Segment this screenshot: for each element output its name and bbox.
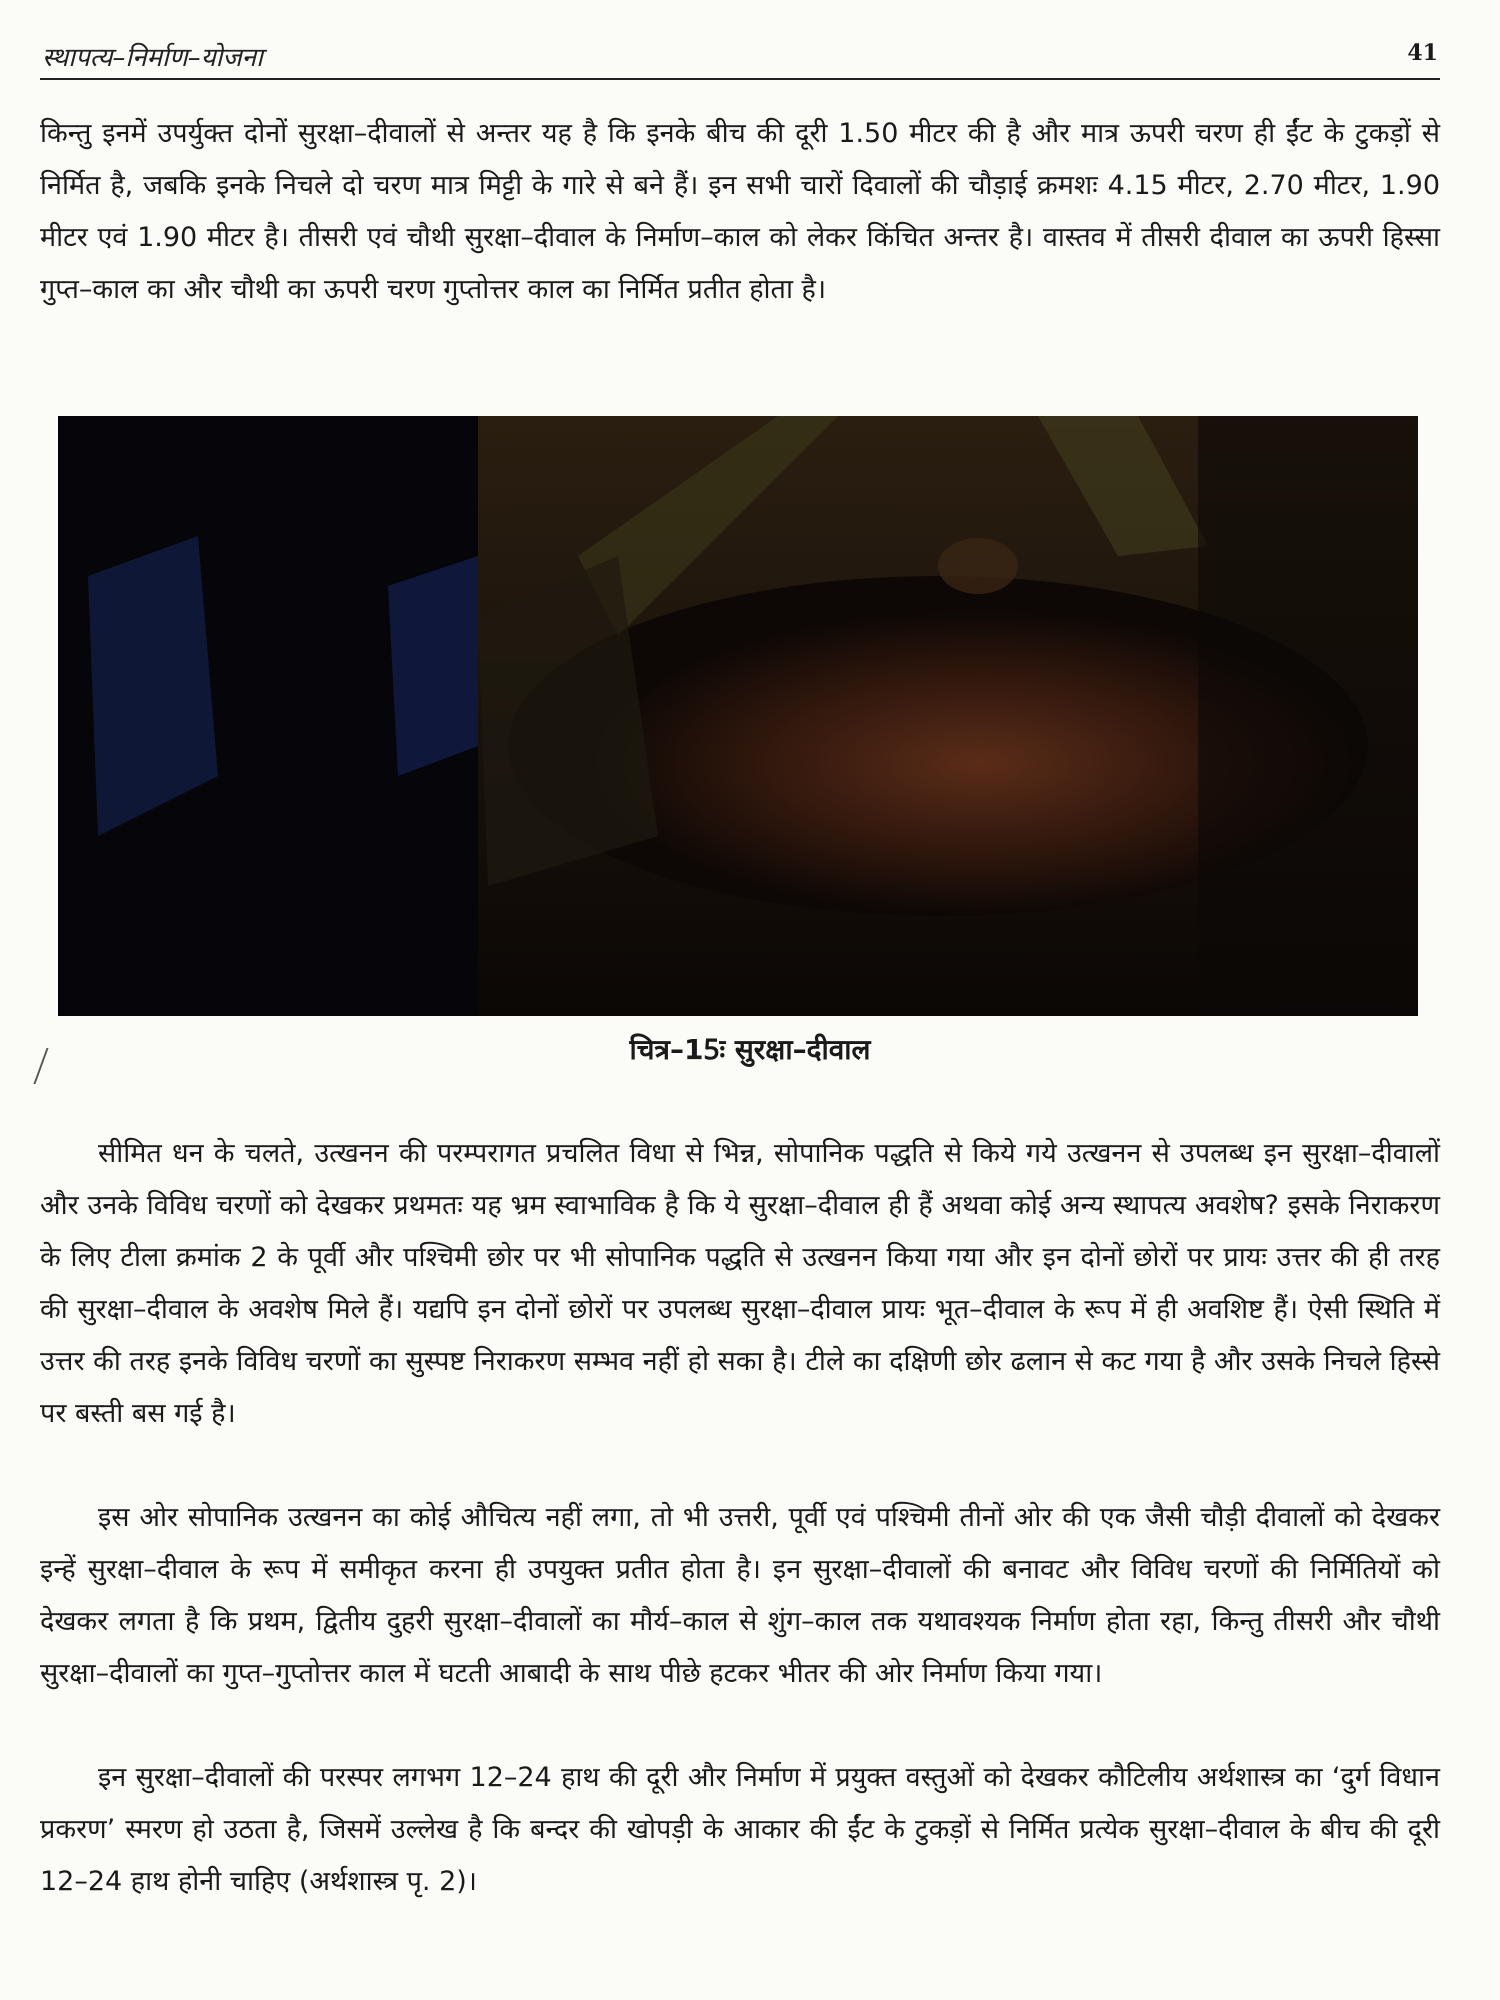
running-title: स्थापत्य–निर्माण–योजना xyxy=(42,43,263,73)
page-number: 41 xyxy=(1407,40,1438,66)
photo-graphic xyxy=(58,416,1418,1016)
paragraph-4: इन सुरक्षा–दीवालों की परस्पर लगभग 12–24 हाथ की दूरी और निर्माण में प्रयुक्त वस्तुओं को देखकर कौटिलीय अर्थशास्त्र का ‘दुर्ग विधान प्रकरण’ स्मरण हो उठता है, जिसमें उल्लेख है कि बन्दर की खोपड़ी के आकार की ईंट के टुकड़ों से निर्मित प्रत्येक सुरक्षा–दीवाल के बीच की दूरी 12–24 हाथ होनी चाहिए (अर्थशास्त्र पृ. 2)। xyxy=(40,1762,1440,1897)
paragraph-1: किन्तु इनमें उपर्युक्त दोनों सुरक्षा–दीवालों से अन्तर यह है कि इनके बीच की दूरी 1.50 मीटर की है और मात्र ऊपरी चरण ही ईंट के टुकड़ों से निर्मित है, जबकि इनके निचले दो चरण मात्र मिट्टी के गारे से बने हैं। इन सभी चारों दिवालों की चौड़ाई क्रमशः 4.15 मीटर, 2.70 मीटर, 1.90 मीटर एवं 1.90 मीटर है। तीसरी एवं चौथी सुरक्षा–दीवाल के निर्माण–काल को लेकर किंचित अन्तर है। वास्तव में तीसरी दीवाल का ऊपरी हिस्सा गुप्त–काल का और चौथी का ऊपरी चरण गुप्तोत्तर काल का निर्मित प्रतीत होता है। xyxy=(40,118,1440,305)
figure-caption: चित्र–15ः सुरक्षा–दीवाल xyxy=(629,1033,871,1066)
excavation-photo xyxy=(58,416,1418,1016)
paragraph-2: सीमित धन के चलते, उत्खनन की परम्परागत प्रचलित विधा से भिन्न, सोपानिक पद्धति से किये गये उत्खनन से उपलब्ध इन सुरक्षा–दीवालों और उनके विविध चरणों को देखकर प्रथमतः यह भ्रम स्वाभाविक है कि ये सुरक्षा–दीवाल ही हैं अथवा कोई अन्य स्थापत्य अवशेष? इसके निराकरण के लिए टीला क्रमांक 2 के पूर्वी और पश्चिमी छोर पर भी सोपानिक पद्धति से उत्खनन किया गया और इन दोनों छोरों पर प्रायः उत्तर की ही तरह की सुरक्षा–दीवाल के अवशेष मिले हैं। यद्यपि इन दोनों छोरों पर उपलब्ध सुरक्षा–दीवाल प्रायः भूत–दीवाल के रूप में ही अवशिष्ट हैं। ऐसी स्थिति में उत्तर की तरह इनके विविध चरणों का सुस्पष्ट निराकरण सम्भव नहीं हो सका है। टीले का दक्षिणी छोर ढलान से कट गया है और उसके निचले हिस्से पर बस्ती बस गई है। xyxy=(40,1138,1440,1429)
paragraph-3: इस ओर सोपानिक उत्खनन का कोई औचित्य नहीं लगा, तो भी उत्तरी, पूर्वी एवं पश्चिमी तीनों ओर की एक जैसी चौड़ी दीवालों को देखकर इन्हें सुरक्षा–दीवाल के रूप में समीकृत करना ही उपयुक्त प्रतीत होता है। इन सुरक्षा–दीवालों की बनावट और विविध चरणों की निर्मितियों को देखकर लगता है कि प्रथम, द्वितीय दुहरी सुरक्षा–दीवालों का मौर्य–काल से शुंग–काल तक यथावश्यक निर्माण होता रहा, किन्तु तीसरी और चौथी सुरक्षा–दीवालों का गुप्त–गुप्तोत्तर काल में घटती आबादी के साथ पीछे हटकर भीतर की ओर निर्माण किया गया। xyxy=(40,1502,1440,1689)
page-header xyxy=(40,38,1440,80)
